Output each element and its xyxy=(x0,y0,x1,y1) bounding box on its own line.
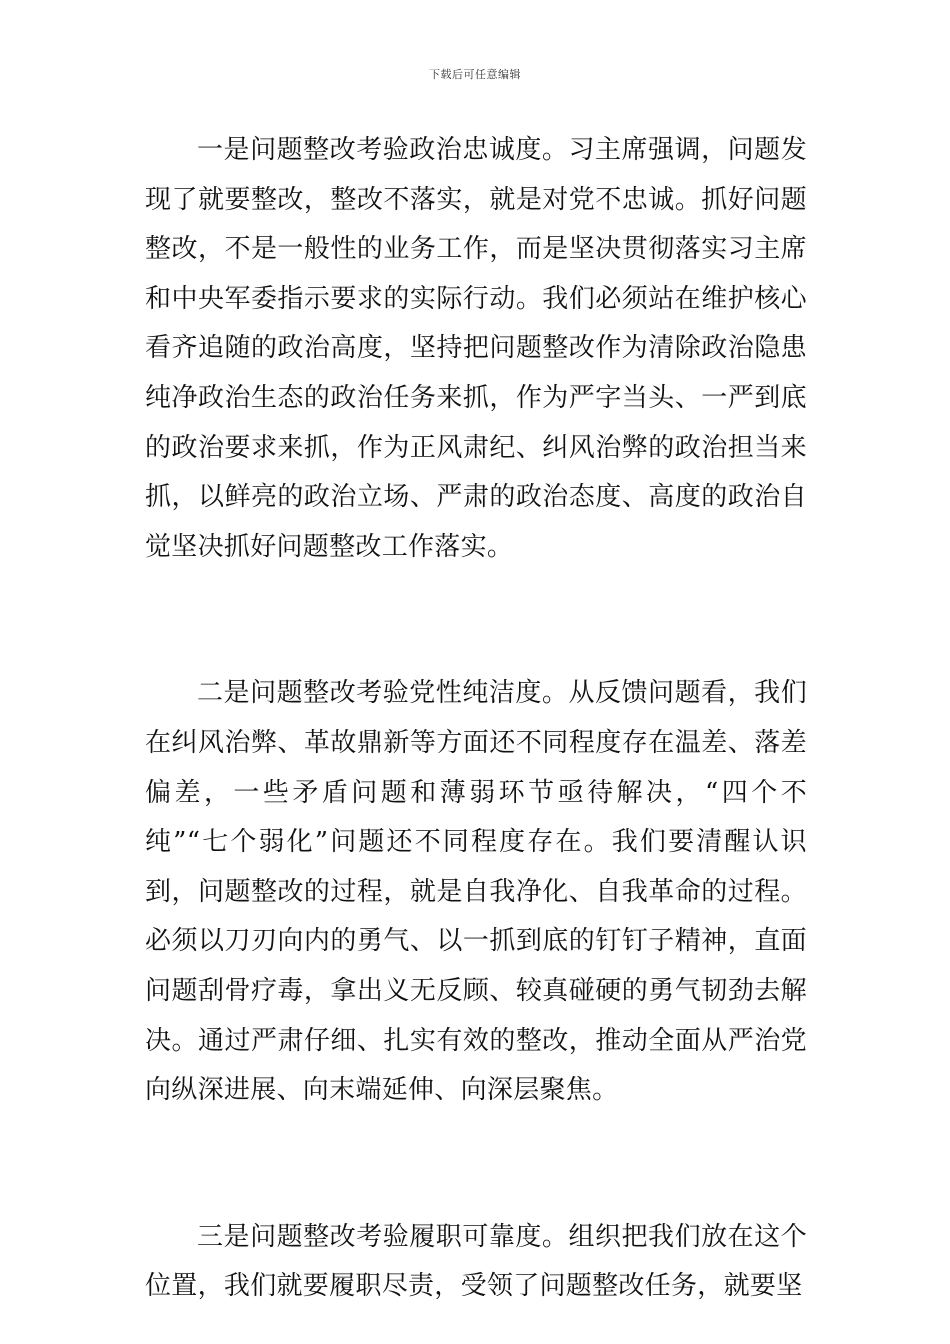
paragraph-1: 一是问题整改考验政治忠诚度。习主席强调，问题发现了就要整改，整改不落实，就是对党不忠诚。抓好问题整改，不是一般性的业务工作，而是坚决贯彻落实习主席和中央军委指示要求的实际行动。我们必须站在维护核心看齐追随的政治高度，坚持把问题整改作为清除政治隐患纯净政治生态的政治任务来抓，作为严字当头、一严到底的政治要求来抓，作为正风肃纪、纠风治弊的政治担当来抓，以鲜亮的政治立场、严肃的政治态度、高度的政治自觉坚决抓好问题整改工作落实。 xyxy=(145,135,807,562)
paragraph-gap xyxy=(145,1116,807,1213)
paragraph-3: 三是问题整改考验履职可靠度。组织把我们放在这个位置，我们就要履职尽责，受领了问题整改任务，就要坚 xyxy=(145,1221,807,1302)
document-body xyxy=(145,126,807,1312)
paragraph-2: 二是问题整改考验党性纯洁度。从反馈问题看，我们在纠风治弊、革故鼎新等方面还不同程度存在温差、落差偏差，一些矛盾问题和薄弱环节亟待解决，“四个不纯”“七个弱化”问题还不同程度存在。我们要清醒认识到，问题整改的过程，就是自我净化、自我革命的过程。必须以刀刃向内的勇气、以一抓到底的钉钉子精神，直面问题刮骨疗毒，拿出义无反顾、较真碰硬的勇气韧劲去解决。通过严肃仔细、扎实有效的整改，推动全面从严治党向纵深进展、向末端延伸、向深层聚焦。 xyxy=(145,678,807,1106)
paragraph-gap xyxy=(145,572,807,669)
header-note: 下载后可任意编辑 xyxy=(429,68,521,81)
